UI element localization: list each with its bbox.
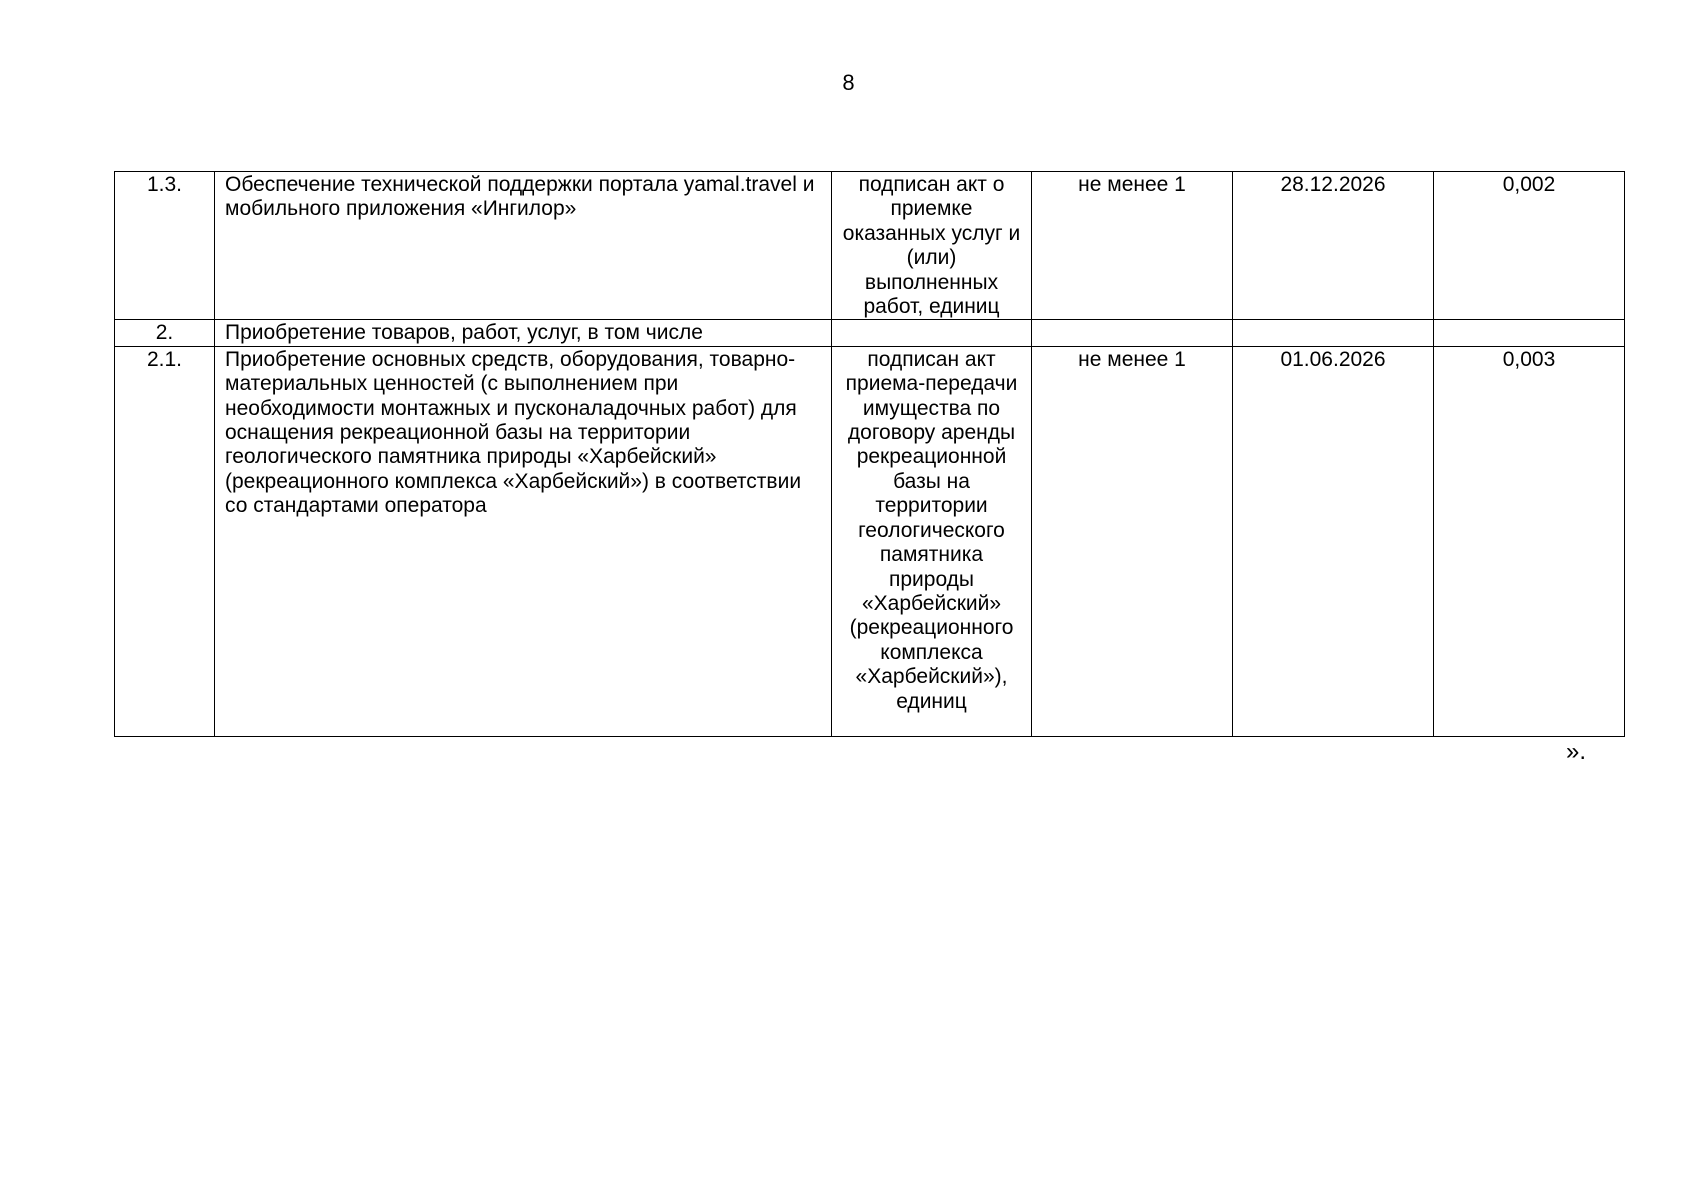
row-number: 1.3. xyxy=(115,172,215,320)
row-result-indicator xyxy=(832,320,1032,346)
measures-table xyxy=(114,171,1625,737)
row-date: 28.12.2026 xyxy=(1233,172,1434,320)
row-value: не менее 1 xyxy=(1032,172,1233,320)
page-number: 8 xyxy=(842,70,855,95)
row-cost: 0,003 xyxy=(1434,346,1625,736)
row-result-indicator: подписан акт о приемке оказанных услуг и (или) выполненных работ, единиц xyxy=(832,172,1032,320)
row-value: не менее 1 xyxy=(1032,346,1233,736)
row-result-indicator: подписан акт приема-передачи имущества по договору аренды рекреационной базы на территории геологического памятника природы «Харбейский» (рекреационного комплекса «Харбейский»), единиц xyxy=(832,346,1032,736)
row-cost xyxy=(1434,320,1625,346)
row-cost: 0,002 xyxy=(1434,172,1625,320)
row-name: Обеспечение технической поддержки портала yamal.travel и мобильного приложения «Ингилор» xyxy=(215,172,832,320)
row-number: 2.1. xyxy=(115,346,215,736)
table-row xyxy=(115,320,1625,346)
row-name: Приобретение товаров, работ, услуг, в том числе xyxy=(215,320,832,346)
closing-quote-mark: ». xyxy=(1566,738,1587,765)
row-date: 01.06.2026 xyxy=(1233,346,1434,736)
row-name: Приобретение основных средств, оборудования, товарно-материальных ценностей (с выполнением при необходимости монтажных и пусконаладочных работ) для оснащения рекреационной базы на территории геологического памятника природы «Харбейский» (рекреационного комплекса «Харбейский») в соответствии со стандартами оператора xyxy=(215,346,832,736)
row-value xyxy=(1032,320,1233,346)
row-number: 2. xyxy=(115,320,215,346)
table-row xyxy=(115,346,1625,736)
row-date xyxy=(1233,320,1434,346)
table-row xyxy=(115,172,1625,320)
